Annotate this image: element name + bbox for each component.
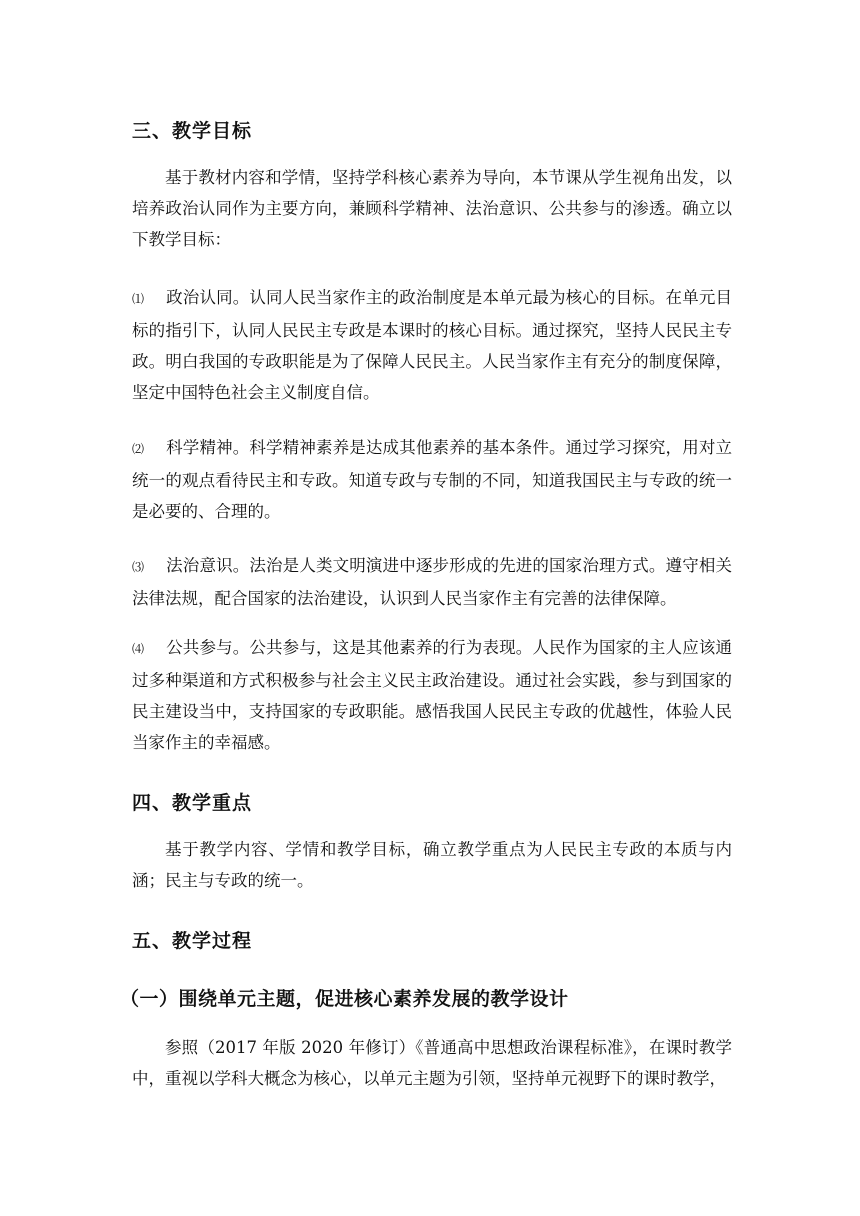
teaching-process-paragraph: 参照（2017 年版 2020 年修订）《普通高中思想政治课程标准》，在课时教学中，重视以学科大概念为核心，以单元主题为引领，坚持单元视野下的课时教学， [132,1038,732,1088]
sub-heading-unit-theme-design: （一）围绕单元主题，促进核心素养发展的教学设计 [120,988,569,1010]
objective-text: 科学精神。科学精神素养是达成其他素养的基本条件。通过学习探究，用对立统一的观点看待民主和专政。知道专政与专制的不同，知道我国民主与专政的统一是必要的、合理的。 [132,438,732,521]
objective-item [132,550,732,614]
objective-number: ⑶ [132,560,145,574]
objective-text: 公共参与。公共参与，这是其他素养的行为表现。人民作为国家的主人应该通过多种渠道和方式积极参与社会主义民主政治建设。通过社会实践，参与到国家的民主建设当中，支持国家的专政职能。感悟我国人民民主专政的优越性，体验人民当家作主的幸福感。 [132,638,732,752]
objective-number: ⑴ [132,292,145,306]
section-heading-teaching-process: 五、教学过程 [132,930,253,952]
teaching-focus-paragraph: 基于教学内容、学情和教学目标，确立教学重点为人民民主专政的本质与内涵；民主与专政的统一。 [132,840,732,890]
objective-item [132,282,732,408]
objectives-intro-paragraph: 基于教材内容和学情，坚持学科核心素养为导向，本节课从学生视角出发，以培养政治认同作为主要方向，兼顾科学精神、法治意识、公共参与的渗透。确立以下教学目标： [132,168,732,249]
objective-text: 政治认同。认同人民当家作主的政治制度是本单元最为核心的目标。在单元目标的指引下，认同人民民主专政是本课时的核心目标。通过探究，坚持人民民主专政。明白我国的专政职能是为了保障人民民主。人民当家作主有充分的制度保障，坚定中国特色社会主义制度自信。 [132,288,732,402]
objective-item [132,432,732,527]
objective-number: ⑷ [132,642,145,656]
objective-number: ⑵ [132,442,145,456]
objective-item [132,632,732,758]
section-heading-teaching-objectives: 三、教学目标 [132,120,253,142]
objective-text: 法治意识。法治是人类文明演进中逐步形成的先进的国家治理方式。遵守相关法律法规，配合国家的法治建设，认识到人民当家作主有完善的法律保障。 [132,556,732,608]
section-heading-teaching-focus: 四、教学重点 [132,792,253,814]
